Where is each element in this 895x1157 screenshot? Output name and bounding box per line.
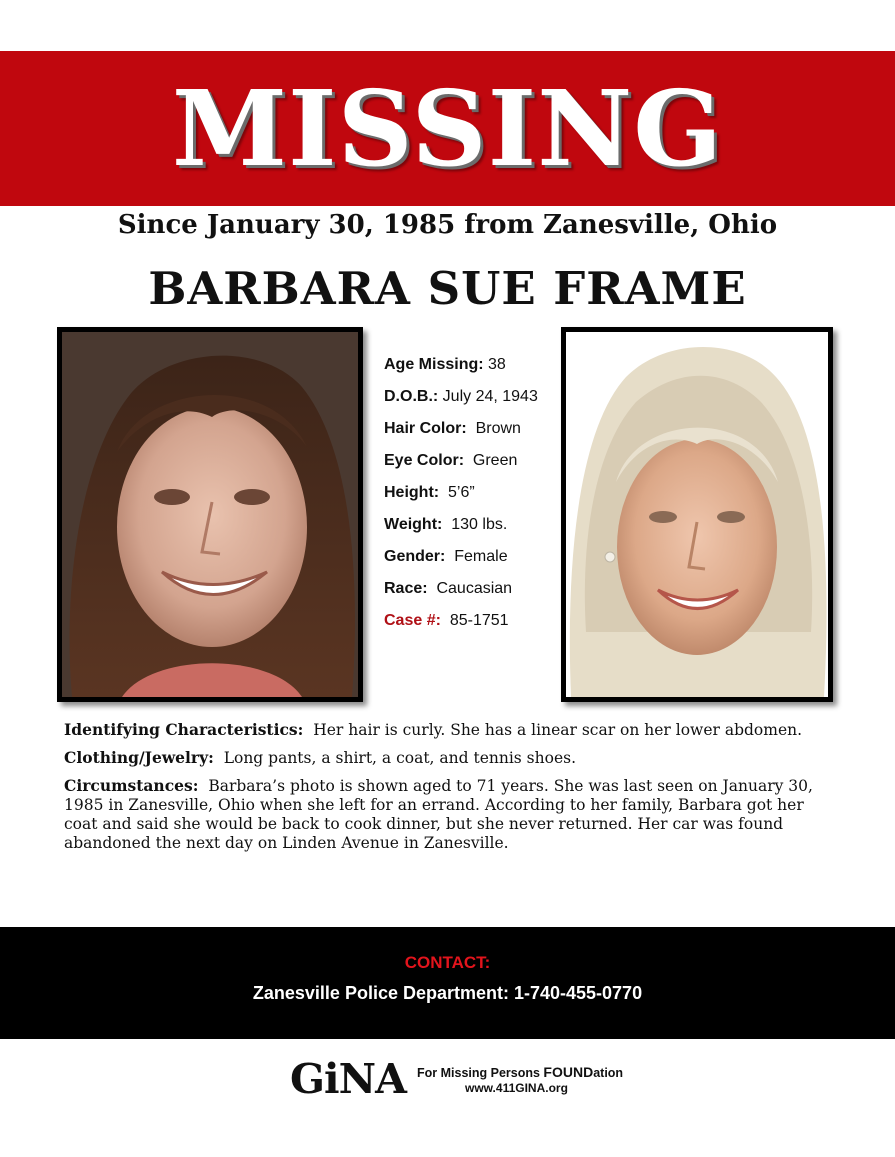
gina-tagline: For Missing Persons FOUNDation [417, 1064, 624, 1080]
gina-url: www.411GINA.org [465, 1081, 568, 1095]
missing-since-line: Since January 30, 1985 from Zanesville, Ohio [117, 210, 778, 240]
detail-height: Height: 5’6” [384, 484, 475, 501]
detail-age-missing: Age Missing: 38 [384, 356, 506, 373]
details-list [384, 356, 554, 644]
detail-eye-color: Eye Color: Green [384, 452, 518, 469]
detail-case-number: Case #: 85-1751 [384, 612, 509, 629]
detail-race: Race: Caucasian [384, 580, 513, 597]
person-name: BARBARA SUE FRAME [148, 262, 747, 315]
gina-logo [290, 1055, 630, 1105]
clothing-jewelry: Clothing/Jewelry: Long pants, a shirt, a coat, and tennis shoes. [64, 748, 577, 767]
detail-dob: D.O.B.: July 24, 1943 [384, 388, 538, 405]
gina-logo-word: GiNA [290, 1055, 406, 1103]
detail-gender: Gender: Female [384, 548, 508, 565]
circumstances: Circumstances: Barbara’s photo is shown aged to 71 years. She was last seen on January 30, 1985 in Zanesville, Ohio when she left for an errand. According to her family, Barbara got her coat and said she would be back to cook dinner, but she never returned. Her car was found abandoned the next day on Linden Avenue in Zanesville. [64, 776, 813, 852]
banner-title: MISSING [171, 67, 724, 190]
contact-title: CONTACT: [404, 953, 491, 972]
description-section [64, 720, 824, 861]
original-photo-illustration [62, 332, 358, 697]
contact-bar [0, 927, 895, 1039]
identifying-characteristics: Identifying Characteristics: Her hair is curly. She has a linear scar on her lower abdomen. [64, 720, 803, 739]
missing-banner [0, 51, 895, 206]
contact-line: Zanesville Police Department: 1-740-455-0770 [252, 983, 643, 1003]
age-progressed-photo-illustration [566, 332, 828, 697]
age-progressed-photo [561, 327, 833, 702]
original-photo [57, 327, 363, 702]
detail-hair-color: Hair Color: Brown [384, 420, 521, 437]
detail-weight: Weight: 130 lbs. [384, 516, 508, 533]
